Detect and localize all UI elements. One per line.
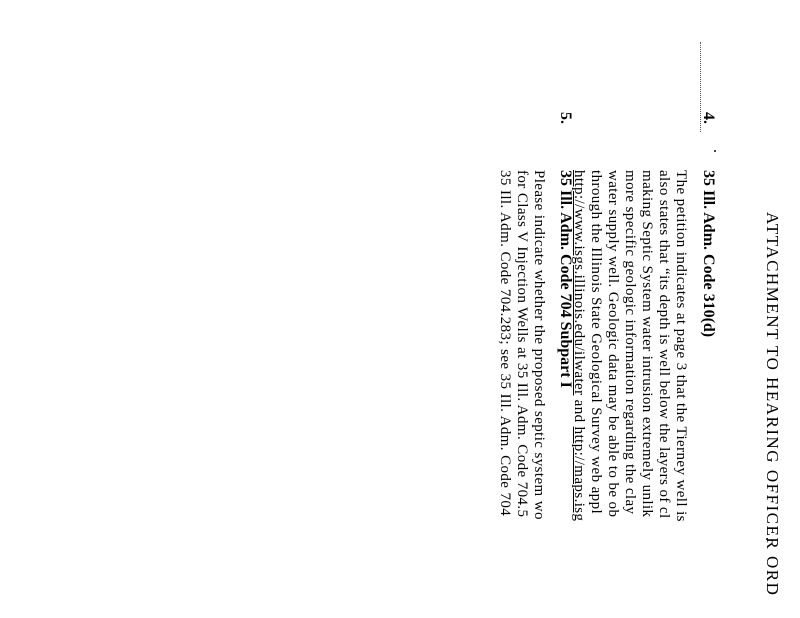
section-4-line-6: through the Illinois State Geological Survey web appl xyxy=(588,170,604,515)
section-4-line-4: more specific geologic information regarding the clay xyxy=(622,170,638,515)
section-4-title: 35 Ill. Adm. Code 310(d) xyxy=(700,170,717,338)
isgs-maps-link[interactable]: http://maps.isg xyxy=(571,426,587,522)
section-5-title: 35 Ill. Adm. Code 704 Subpart I xyxy=(557,170,574,388)
section-4-line-1: The petition indicates at page 3 that the Tierney well is xyxy=(673,170,689,522)
section-5-line-3: 35 Ill. Adm. Code 704.283; see 35 Ill. Adm. Code 704 xyxy=(497,170,513,517)
section-4-line-3: making Septic System water intrusion extremely unlik xyxy=(639,170,655,518)
section-4-line-2: also states that “its depth is well below the layers of cl xyxy=(656,170,672,519)
isgs-ilwater-link[interactable]: http://www.isgs.illinois.edu/ilwater xyxy=(571,170,587,396)
section-4-number: 4. xyxy=(700,112,717,124)
scan-speck xyxy=(714,150,716,152)
url-separator: and xyxy=(571,395,587,427)
section-4-line-5: water supply well. Geologic data may be able to be ob xyxy=(605,170,621,518)
document-heading: ATTACHMENT TO HEARING OFFICER ORD xyxy=(763,212,782,597)
section-5-number: 5. xyxy=(557,112,574,124)
section-5-line-2: for Class V Injection Wells at 35 Ill. Adm. Code 704.5 xyxy=(514,170,530,518)
section-5-line-1: Please indicate whether the proposed septic system wo xyxy=(531,170,547,520)
